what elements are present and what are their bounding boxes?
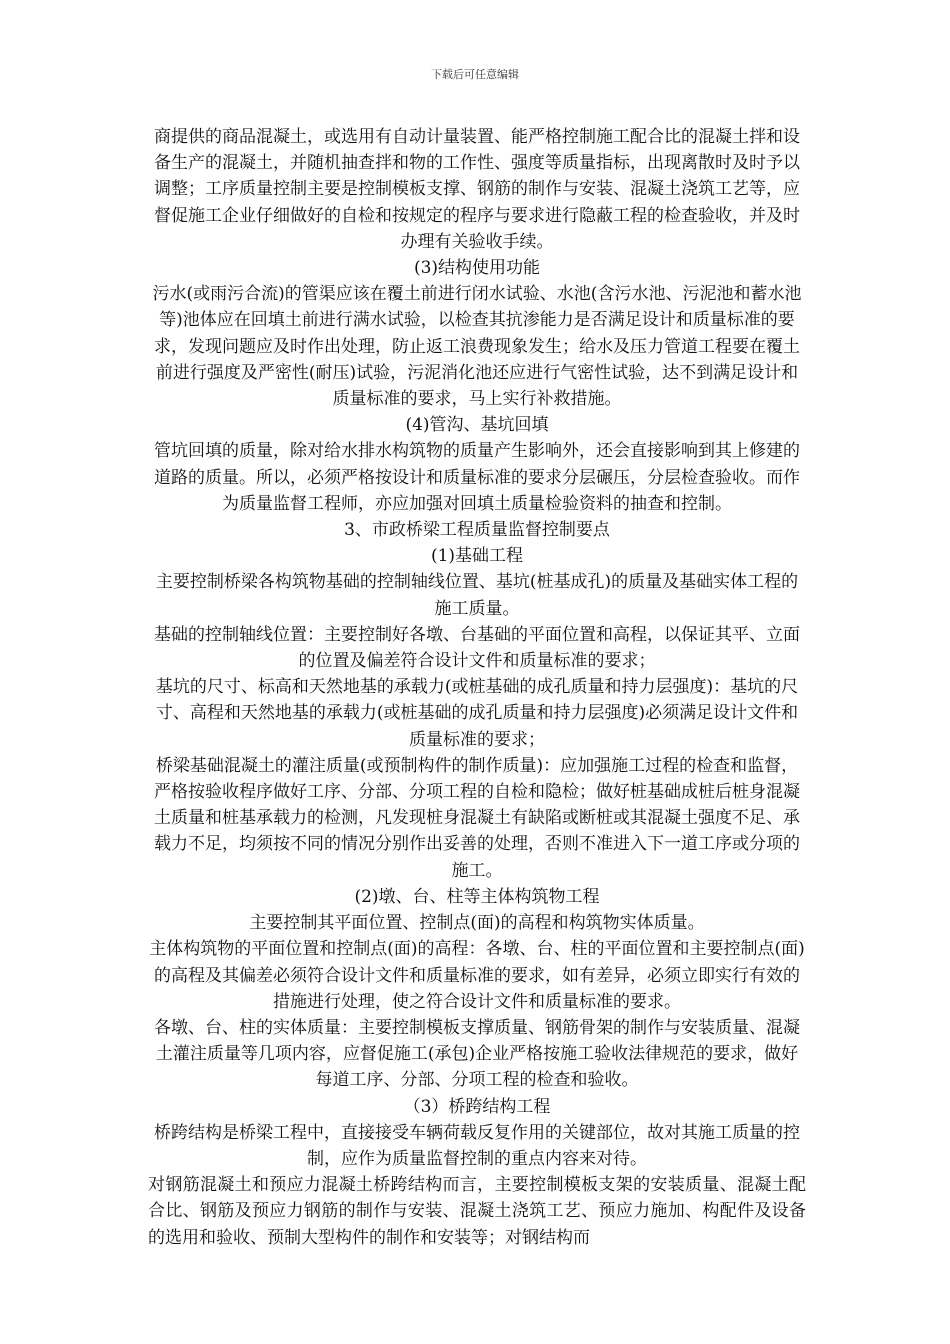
paragraph: 各墩、台、柱的实体质量：主要控制模板支撑质量、钢筋骨架的制作与安装质量、混凝土灌注质量等几项内容，应督促施工(承包)企业严格按施工验收法律规范的要求，做好每道工序、分部、分项工程的检查和验收。 [154,1017,800,1091]
section-heading: (4)管沟、基坑回填 [405,415,549,436]
paragraph: 商提供的商品混凝土，或选用有自动计量装置、能严格控制施工配合比的混凝土拌和设备生产的混凝土，并随机抽查拌和物的工作性、强度等质量指标，出现离散时及时予以调整；工序质量控制主要是控制模板支撑、钢筋的制作与安装、混凝土浇筑工艺等，应督促施工企业仔细做好的自检和按规定的程序与要求进行隐蔽工程的检查验收，并及时办理有关验收手续。 [154,127,800,252]
paragraph: 主体构筑物的平面位置和控制点(面)的高程：各墩、台、柱的平面位置和主要控制点(面)的高程及其偏差必须符合设计文件和质量标准的要求，如有差异，必须立即实行有效的措施进行处理，使之符合设计文件和质量标准的要求。 [149,939,805,1012]
paragraph: 对钢筋混凝土和预应力混凝土桥跨结构而言，主要控制模板支架的安装质量、混凝土配合比、钢筋及预应力钢筋的制作与安装、混凝土浇筑工艺、预应力施加、构配件及设备的选用和验收、预制大型构件的制作和安装等；对钢结构而 [148,1175,806,1248]
paragraph: 桥梁基础混凝土的灌注质量(或预制构件的制作质量)：应加强施工过程的检查和监督，严格按验收程序做好工序、分部、分项工程的自检和隐检；做好桩基础成桩后桩身混凝土质量和桩基承载力的检测，凡发现桩身混凝土有缺陷或断桩或其混凝土强度不足、承载力不足，均须按不同的情况分别作出妥善的处理，否则不准进入下一道工序或分项的施工。 [154,755,800,881]
paragraph: 桥跨结构是桥梁工程中，直接接受车辆荷载反复作用的关键部位，故对其施工质量的控制，应作为质量监督控制的重点内容来对待。 [154,1122,800,1169]
paragraph: 主要控制桥梁各构筑物基础的控制轴线位置、基坑(桩基成孔)的质量及基础实体工程的施工质量。 [155,572,799,619]
document-body [148,124,806,1251]
subsection-heading: （3）桥跨结构工程 [403,1096,551,1117]
page-header: 下载后可任意编辑 [431,68,519,81]
subsection-heading: (2)墩、台、柱等主体构筑物工程 [354,886,600,907]
paragraph: 管坑回填的质量，除对给水排水构筑物的质量产生影响外，还会直接影响到其上修建的道路的质量。所以，必须严格按设计和质量标准的要求分层碾压，分层检查验收。而作为质量监督工程师，亦应加强对回填土质量检验资料的抽查和控制。 [154,441,800,514]
section-heading: 3、市政桥梁工程质量监督控制要点 [344,520,610,541]
paragraph: 基础的控制轴线位置：主要控制好各墩、台基础的平面位置和高程，以保证其平、立面的位置及偏差符合设计文件和质量标准的要求； [154,624,800,672]
paragraph: 基坑的尺寸、标高和天然地基的承载力(或桩基础的成孔质量和持力层强度)：基坑的尺寸、高程和天然地基的承载力(或桩基础的成孔质量和持力层强度)必须满足设计文件和质量标准的要求； [155,677,799,750]
paragraph: 污水(或雨污合流)的管渠应该在覆土前进行闭水试验、水池(含污水池、污泥池和蓄水池等)池体应在回填土前进行满水试验，以检查其抗渗能力是否满足设计和质量标准的要求，发现问题应及时作出处理，防止返工浪费现象发生；给水及压力管道工程要在覆土前进行强度及严密性(耐压)试验，污泥消化池还应进行气密性试验，达不到满足设计和质量标准的要求，马上实行补救措施。 [152,284,802,410]
paragraph: 主要控制其平面位置、控制点(面)的高程和构筑物实体质量。 [249,913,705,934]
section-heading: (3)结构使用功能 [413,258,541,279]
subsection-heading: (1)基础工程 [430,546,524,567]
